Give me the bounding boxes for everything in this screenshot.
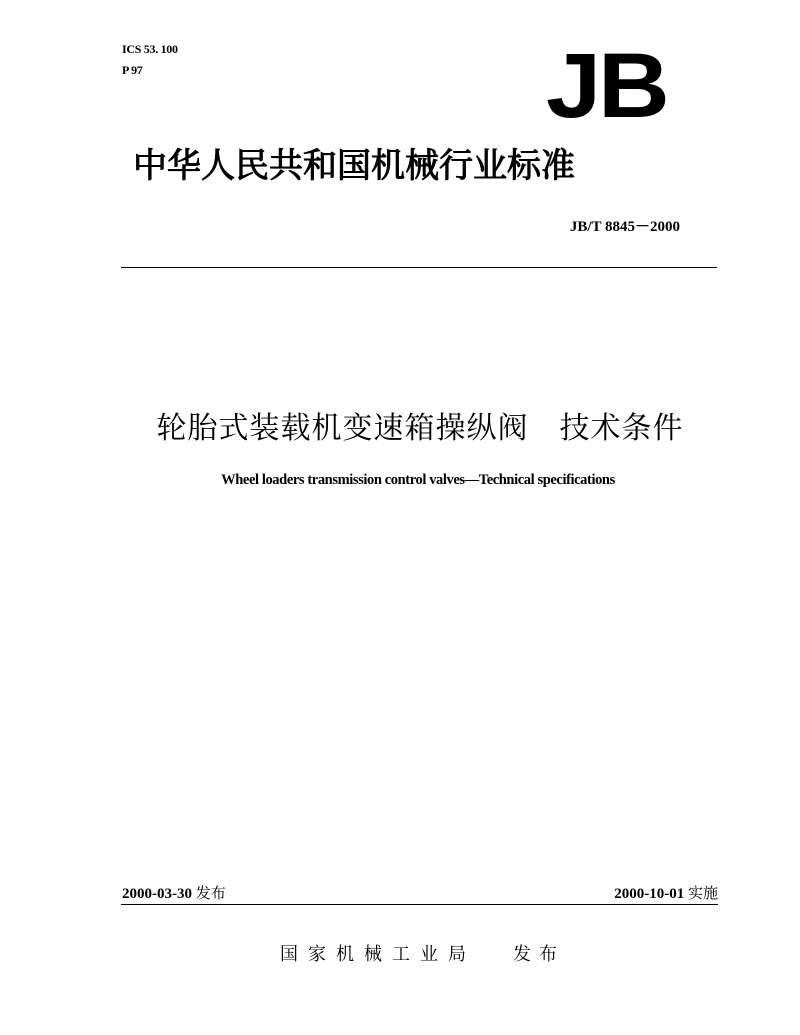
implement-label: 实施 [687,884,718,902]
footer-divider [121,904,718,905]
issue-label: 发布 [513,944,565,965]
document-title-en: Wheel loaders transmission control valves—Technical specifications [221,472,615,488]
document-title-cn: 轮胎式装载机变速箱操纵阀 技术条件 [156,411,684,446]
jb-logo: JB [546,35,667,137]
implement-date-line [614,882,718,903]
issuing-authority: 国家机械工业局 [280,944,476,965]
publish-date: 2000-03-30 [122,886,192,902]
implement-date: 2000-10-01 [614,886,685,902]
ics-code: ICS 53. 100 [122,42,178,56]
standard-code: JB/T 8845－2000 [569,219,680,235]
standard-title: 中华人民共和国机械行业标准 [133,146,575,186]
classification-code: P 97 [122,63,143,77]
publish-label: 发布 [195,884,226,902]
publish-date-line [122,882,226,903]
header-divider [121,267,717,268]
